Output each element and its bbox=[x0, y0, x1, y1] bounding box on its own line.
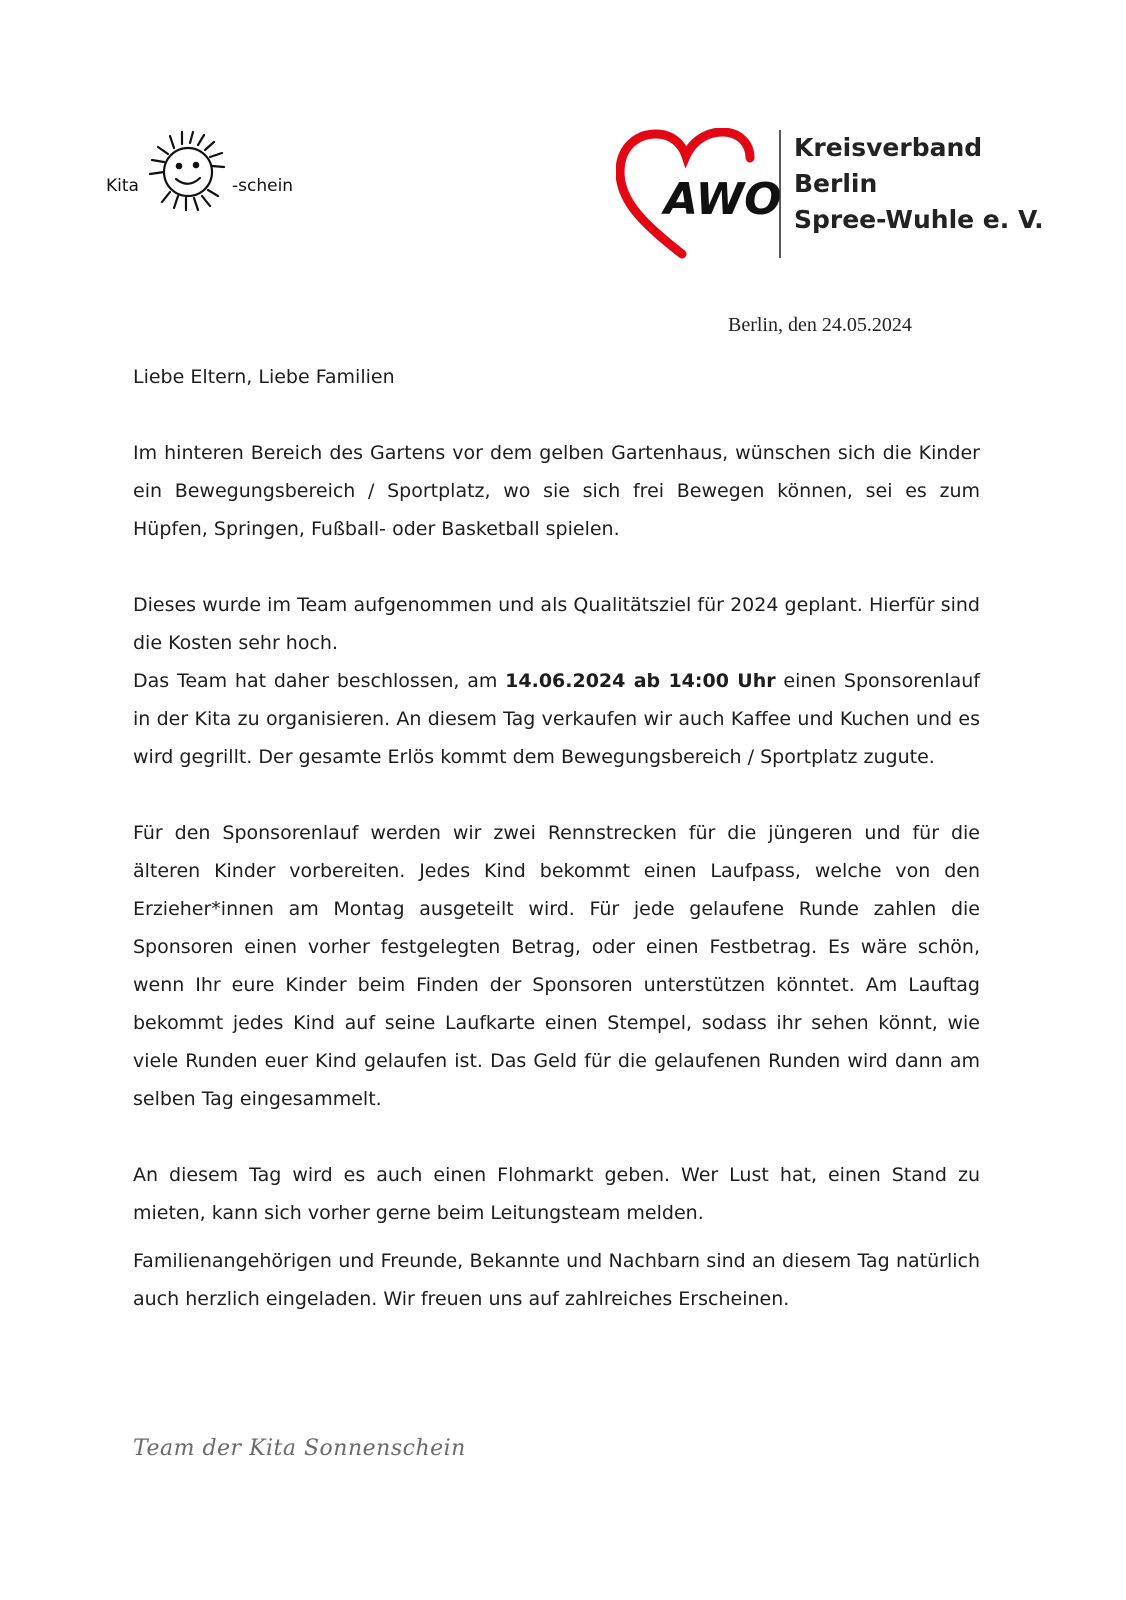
awo-logo bbox=[616, 128, 1044, 268]
event-date-time: 14.06.2024 ab 14:00 Uhr bbox=[505, 670, 776, 692]
paragraph-run-details: Für den Sponsorenlauf werden wir zwei Rennstrecken für die jüngeren und für die älteren Kinder vorbereiten. Jedes Kind bekommt einen Laufpass, welche von den Erzieher*innen am Montag ausgeteilt wird. Für jede gelaufene Runde zahlen die Sponsoren einen vorher festgelegten Betrag, oder einen Festbetrag. Es wäre schön, wenn Ihr eure Kinder beim Finden der Sponsoren unterstützen könntet. Am Lauftag bekommt jedes Kind auf seine Laufkarte einen Stempel, sodass ihr sehen könnt, wie viele Runden euer Kind gelaufen ist. Das Geld für die gelaufenen Runden wird dann am selben Tag eingesammelt. bbox=[133, 822, 980, 1110]
kita-logo-right-word: -schein bbox=[232, 176, 294, 196]
paragraph-flea-market: An diesem Tag wird es auch einen Flohmarkt geben. Wer Lust hat, einen Stand zu mieten, kann sich vorher gerne beim Leitungsteam melden. bbox=[133, 1164, 980, 1224]
paragraph-quality-goal: Dieses wurde im Team aufgenommen und als Qualitätsziel für 2024 geplant. Hierfür sind die Kosten sehr hoch. bbox=[133, 594, 980, 654]
awo-line-3: Spree-Wuhle e. V. bbox=[794, 205, 1044, 234]
signature: Team der Kita Sonnenschein bbox=[133, 1436, 466, 1461]
letter-body bbox=[133, 358, 980, 1318]
sponsor-run-text-after: einen Sponsorenlauf in der Kita zu organisieren. An diesem Tag verkaufen wir auch Kaffee und Kuchen und es wird gegrillt. Der gesamte Erlös kommt dem Bewegungsbereich / Sportplatz zugute. bbox=[133, 670, 980, 768]
paragraph-sponsor-run bbox=[133, 662, 980, 776]
kita-logo bbox=[106, 130, 326, 220]
paragraph-garden: Im hinteren Bereich des Gartens vor dem gelben Gartenhaus, wünschen sich die Kinder ein Bewegungsbereich / Sportplatz, wo sie sich frei Bewegen können, sei es zum Hüpfen, Springen, Fußball- oder Basketball spielen. bbox=[133, 442, 980, 540]
awo-line-1: Kreisverband bbox=[794, 133, 983, 162]
awo-heart-icon bbox=[616, 128, 786, 263]
awo-line-2: Berlin bbox=[794, 169, 878, 198]
sun-face-icon bbox=[144, 130, 240, 216]
awo-mark-text: AWO bbox=[664, 174, 782, 225]
kita-logo-left-word: Kita bbox=[106, 176, 139, 196]
letter-date: Berlin, den 24.05.2024 bbox=[728, 314, 912, 336]
paragraph-invitation: Familienangehörigen und Freunde, Bekannte und Nachbarn sind an diesem Tag natürlich auch herzlich eingeladen. Wir freuen uns auf zahlreiches Erscheinen. bbox=[133, 1250, 980, 1310]
salutation: Liebe Eltern, Liebe Familien bbox=[133, 366, 395, 388]
awo-org-name bbox=[794, 130, 1044, 238]
sponsor-run-text-before: Das Team hat daher beschlossen, am bbox=[133, 670, 506, 692]
